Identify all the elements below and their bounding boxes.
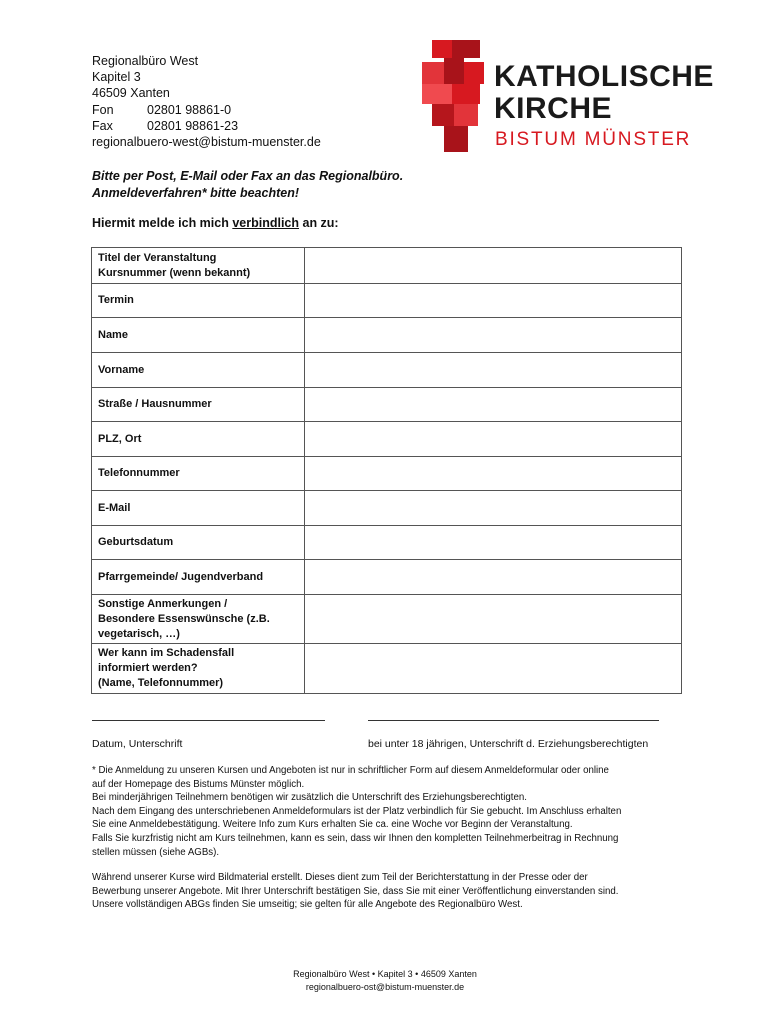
form-row <box>92 526 682 560</box>
footer-address: Regionalbüro West • Kapitel 3 • 46509 Xanten <box>293 969 477 979</box>
form-row-label: PLZ, Ort <box>92 422 305 457</box>
form-row-label: E-Mail <box>92 491 305 526</box>
signature-line-right[interactable] <box>368 720 659 721</box>
form-row-input[interactable] <box>305 248 682 284</box>
heading-before: Hiermit melde ich mich <box>92 216 233 230</box>
form-row-input[interactable] <box>305 644 682 694</box>
form-row-input[interactable] <box>305 284 682 318</box>
logo <box>422 40 722 155</box>
notes <box>92 764 692 912</box>
fax-label: Fax <box>92 118 113 133</box>
sender-city: 46509 Xanten <box>92 86 170 101</box>
notes-line: Sie eine Anmeldebestätigung. Weitere Info zum Kurs erhalten Sie ca. eine Woche vor Beginn der Veranstaltung. <box>92 819 573 831</box>
notes-line: auf der Homepage des Bistums Münster möglich. <box>92 778 305 790</box>
form-row-label: Vorname <box>92 353 305 388</box>
form-row-label: Termin <box>92 284 305 318</box>
notes-line: Unsere vollständigen ABGs finden Sie umseitig; sie gelten für alle Angebote des Regionalbüro West. <box>92 899 523 911</box>
form-row <box>92 318 682 353</box>
footer-email: regionalbuero-ost@bistum-muenster.de <box>305 982 465 992</box>
notes-line: Bewerbung unserer Angebote. Mit Ihrer Unterschrift bestätigen Sie, dass Sie mit einer Veröffentlichung einverstanden sind. <box>92 885 619 897</box>
fon-label: Fon <box>92 102 114 117</box>
logo-line2: KIRCHE <box>494 92 613 125</box>
form-row-label: Wer kann im Schadensfall informiert werden? (Name, Telefonnummer) <box>92 644 305 694</box>
logo-line1: KATHOLISCHE <box>494 60 714 93</box>
notes-line: * Die Anmeldung zu unseren Kursen und Angeboten ist nur in schriftlicher Form auf diesem Anmeldeformular oder online <box>92 765 609 776</box>
form-row-input[interactable] <box>305 457 682 491</box>
form-row <box>92 457 682 491</box>
logo-line3: BISTUM MÜNSTER <box>495 129 692 150</box>
form-row-label: Titel der Veranstaltung Kursnummer (wenn bekannt) <box>92 248 305 284</box>
form-row <box>92 595 682 644</box>
form-row <box>92 353 682 388</box>
registration-form-table <box>91 247 682 694</box>
sender-name: Regionalbüro West <box>92 54 199 68</box>
form-row-label: Straße / Hausnummer <box>92 388 305 422</box>
form-heading <box>92 216 339 230</box>
form-row-input[interactable] <box>305 353 682 388</box>
footer <box>0 968 770 994</box>
form-row-input[interactable] <box>305 560 682 595</box>
notes-line: Während unserer Kurse wird Bildmaterial erstellt. Dieses dient zum Teil der Berichterstattung in der Presse oder der <box>92 872 588 884</box>
notes-paragraph-photos <box>92 871 692 912</box>
form-row-label: Telefonnummer <box>92 457 305 491</box>
notes-line: stellen müssen (siehe AGBs). <box>92 846 220 858</box>
form-row-input[interactable] <box>305 318 682 353</box>
notes-paragraph-registration <box>92 764 692 859</box>
intro-text <box>92 168 403 201</box>
form-row <box>92 388 682 422</box>
form-row <box>92 491 682 526</box>
form-row <box>92 422 682 457</box>
form-row <box>92 560 682 595</box>
fon-number: 02801 98861-0 <box>147 102 232 117</box>
form-row-input[interactable] <box>305 526 682 560</box>
form-row-input[interactable] <box>305 491 682 526</box>
heading-underlined: verbindlich <box>232 216 300 230</box>
form-row-label: Name <box>92 318 305 353</box>
sender-address <box>92 53 321 150</box>
form-row-label: Sonstige Anmerkungen / Besondere Essenswünsche (z.B. vegetarisch, …) <box>92 595 305 644</box>
sender-fax <box>92 118 321 134</box>
form-row-input[interactable] <box>305 595 682 644</box>
form-body <box>92 248 682 694</box>
fax-number: 02801 98861-23 <box>147 118 239 133</box>
form-row-label: Pfarrgemeinde/ Jugendverband <box>92 560 305 595</box>
cross-logo-icon <box>422 40 484 155</box>
notes-line: Nach dem Eingang des unterschriebenen Anmeldeformulars ist der Platz verbindlich für Sie gebucht. Im Anschluss erhalten <box>92 805 622 817</box>
form-row <box>92 248 682 284</box>
signature-line-left[interactable] <box>92 720 325 721</box>
intro-line2: Anmeldeverfahren* bitte beachten! <box>92 185 299 200</box>
form-row-input[interactable] <box>305 388 682 422</box>
heading-after: an zu: <box>299 216 339 230</box>
notes-line: Bei minderjährigen Teilnehmern benötigen wir zusätzlich die Unterschrift des Erziehungsberechtigten. <box>92 792 527 804</box>
sender-email: regionalbuero-west@bistum-muenster.de <box>92 135 321 150</box>
form-row <box>92 644 682 694</box>
sender-fon <box>92 102 321 118</box>
intro-line1: Bitte per Post, E-Mail oder Fax an das Regionalbüro. <box>92 169 404 183</box>
form-row-label: Geburtsdatum <box>92 526 305 560</box>
sender-street: Kapitel 3 <box>92 70 141 85</box>
signature-label-right: bei unter 18 jährigen, Unterschrift d. Erziehungsberechtigten <box>368 738 649 750</box>
form-row <box>92 284 682 318</box>
form-row-input[interactable] <box>305 422 682 457</box>
signature-label-left: Datum, Unterschrift <box>92 738 183 750</box>
notes-line: Falls Sie kurzfristig nicht am Kurs teilnehmen, kann es sein, dass wir Ihnen den kompletten Teilnehmerbeitrag in Rechnung <box>92 832 619 844</box>
